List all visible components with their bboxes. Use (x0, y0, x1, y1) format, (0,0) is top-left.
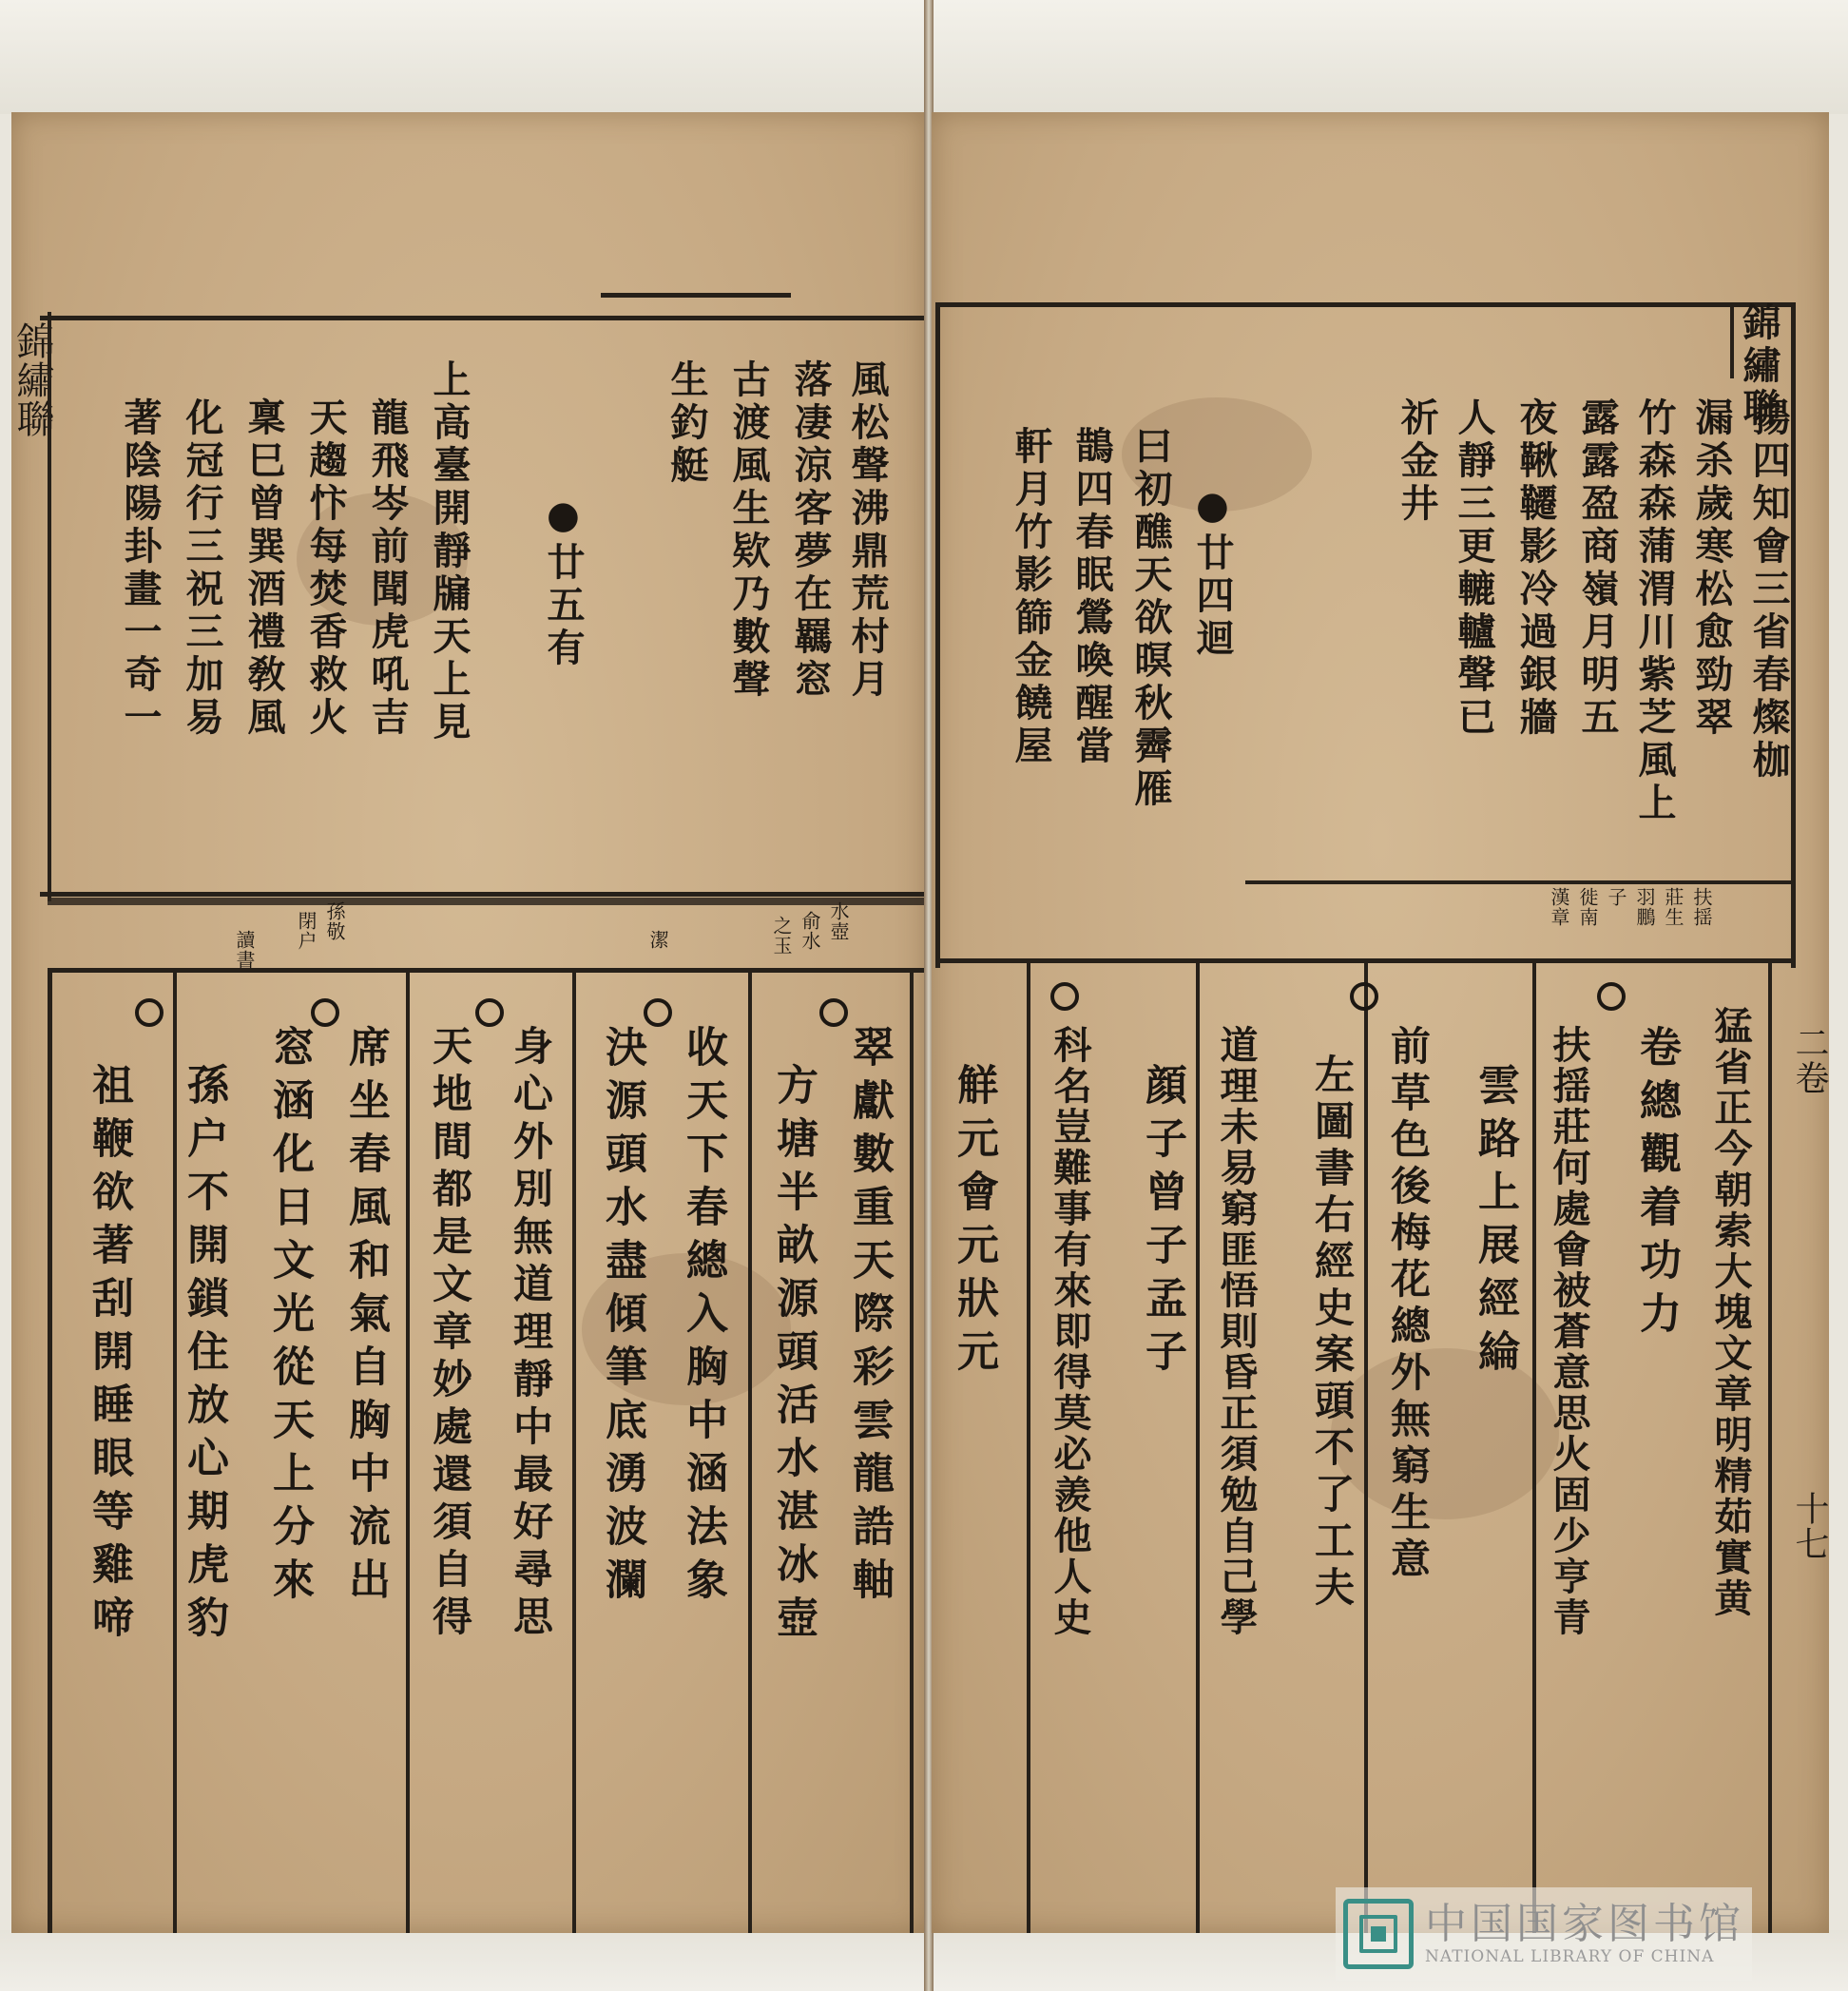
watermark-text (1425, 1899, 1744, 1967)
text-column: 著陰陽卦畫一奇一 (118, 397, 163, 740)
right-top-rule (935, 302, 1795, 307)
text-column: 席坐春風和氣自胸中流出 (341, 1025, 390, 1611)
right-title-cell-rule (1730, 302, 1734, 378)
band-note: 之玉 (770, 916, 793, 956)
right-upper-left-rule (935, 302, 940, 968)
text-column: 道理未易窮匪悟則昏正須勉自己學 (1214, 1025, 1259, 1638)
left-lower-right-rule (910, 973, 914, 1933)
text-column: 生釣艇 (664, 359, 709, 488)
text-column: 化冠行三祝三加易 (180, 397, 224, 740)
text-column: ●廿四迴 (1190, 483, 1235, 661)
text-column: 稟巳曾巽酒禮敎風 (241, 397, 286, 740)
text-column: 顔子曾子孟子 (1138, 1063, 1186, 1382)
text-column: 天趨忭每焚香救火 (303, 397, 348, 740)
column-rule (173, 973, 177, 1933)
watermark-zh: 中国国家图书馆 (1425, 1899, 1744, 1948)
left-top-rule-break (601, 293, 791, 298)
circle-mark (1050, 982, 1079, 1011)
text-column: 揚四知會三省春燦枷 (1746, 397, 1791, 783)
text-column: 窓涵化日文光從天上分來 (265, 1025, 314, 1611)
circle-mark (311, 998, 339, 1027)
text-column: 雲路上展經綸 (1471, 1063, 1519, 1382)
band-note: 讀書 (233, 930, 256, 970)
text-column: ●廿五有 (541, 493, 586, 670)
text-column: 前草色後梅花總外無窮生意 (1385, 1025, 1432, 1584)
text-column: 翠獻數重天際彩雲龍誥軸 (845, 1025, 894, 1611)
column-rule (406, 973, 410, 1933)
band-note: 羽鵬 (1633, 887, 1656, 927)
text-column: 夜鞦韆影冷過銀牆 (1513, 397, 1558, 740)
text-column: 風松聲沸鼎荒村月 (845, 359, 890, 702)
right-page (932, 112, 1829, 1933)
text-column: 觧元會元狀元 (950, 1063, 998, 1382)
band-note: 子 (1605, 887, 1627, 907)
band-note: 漢章 (1548, 887, 1570, 927)
book-title: 錦繡聯 (1737, 302, 1781, 431)
left-lower-left-rule (48, 973, 52, 1933)
library-watermark (1336, 1887, 1752, 1981)
band-note: 水壺 (827, 901, 850, 941)
column-rule (1196, 963, 1200, 1933)
text-column: 竹森森蒲渭川紫芝風上 (1632, 397, 1677, 825)
band-note: 孫敬 (323, 901, 346, 941)
text-column: 露露盈商嶺月明五 (1575, 397, 1620, 740)
band-note: 莊生 (1662, 887, 1684, 927)
band-note: 徙南 (1576, 887, 1599, 927)
text-column: 收天下春總入胸中涵法象 (679, 1025, 727, 1611)
text-column: 決源頭水盡傾筆底湧波瀾 (598, 1025, 646, 1611)
circle-mark (644, 998, 672, 1027)
text-column: 龍飛岑前聞虎吼吉 (365, 397, 410, 740)
text-column: 上高臺開靜牖天上見 (427, 359, 472, 744)
left-mid-rule (40, 892, 924, 897)
text-column: 方塘半畝源頭活水湛冰壺 (769, 1063, 818, 1649)
text-column: 古渡風生欵乃數聲 (726, 359, 771, 702)
text-column: 天地間都是文章妙處還須自得 (427, 1025, 473, 1643)
band-note: 閉户 (295, 911, 318, 951)
circle-mark (819, 998, 848, 1027)
band-note: 潔 (646, 930, 669, 950)
text-column: 扶揺莊何處會被蒼意思火固少亨青 (1547, 1025, 1591, 1638)
column-rule (1768, 963, 1772, 1933)
library-seal-icon (1343, 1899, 1414, 1969)
text-column: 鵲四春眠鶯喚醒當 (1069, 426, 1114, 768)
text-column: 軒月竹影篩金饒屋 (1009, 426, 1053, 768)
band-note: 俞水 (799, 911, 821, 951)
right-margin-label-volume: 二卷 (1790, 1025, 1829, 1095)
text-column: 祈金井 (1395, 397, 1439, 526)
text-column: 孫户不開鎖住放心期虎豹 (180, 1063, 228, 1649)
right-band-top-rule (1245, 880, 1791, 884)
right-upper-right-rule (1791, 302, 1796, 968)
left-top-rule (40, 316, 924, 320)
text-column: 漏杀歲寒松愈勁翠 (1689, 397, 1734, 740)
left-note-band (48, 898, 924, 905)
text-column: 祖鞭欲著刮開睡眼等雞啼 (85, 1063, 133, 1649)
text-column: 卷總觀着功力 (1632, 1025, 1681, 1344)
band-note: 扶揺 (1690, 887, 1713, 927)
circle-mark (1597, 982, 1626, 1011)
left-margin-label: 錦繡聯 (10, 321, 54, 438)
column-rule (572, 973, 576, 1933)
column-rule (1027, 963, 1030, 1933)
left-page (11, 112, 926, 1933)
text-column: 曰初醮天欲暝秋霽雁 (1128, 426, 1173, 811)
watermark-en: NATIONAL LIBRARY OF CHINA (1425, 1947, 1715, 1967)
column-rule (1364, 963, 1368, 1933)
text-column: 猛省正今朝索大塊文章明精茹實黄 (1708, 1006, 1753, 1619)
text-column: 左圖書右經史案頭不了工夫 (1309, 1053, 1356, 1613)
circle-mark (1350, 982, 1378, 1011)
text-column: 科名豈難事有來即得莫必羨他人史 (1048, 1025, 1092, 1638)
text-column: 落凄涼客夢在羈窓 (788, 359, 833, 702)
text-column: 人靜三更轆轤聲已 (1452, 397, 1496, 740)
right-margin-label-folio: 十七 (1790, 1491, 1829, 1561)
left-band-bottom-rule (48, 968, 924, 973)
circle-mark (475, 998, 504, 1027)
column-rule (748, 973, 752, 1933)
text-column: 身心外別無道理靜中最好尋思 (508, 1025, 554, 1643)
column-rule (1532, 963, 1536, 1933)
circle-mark (135, 998, 164, 1027)
